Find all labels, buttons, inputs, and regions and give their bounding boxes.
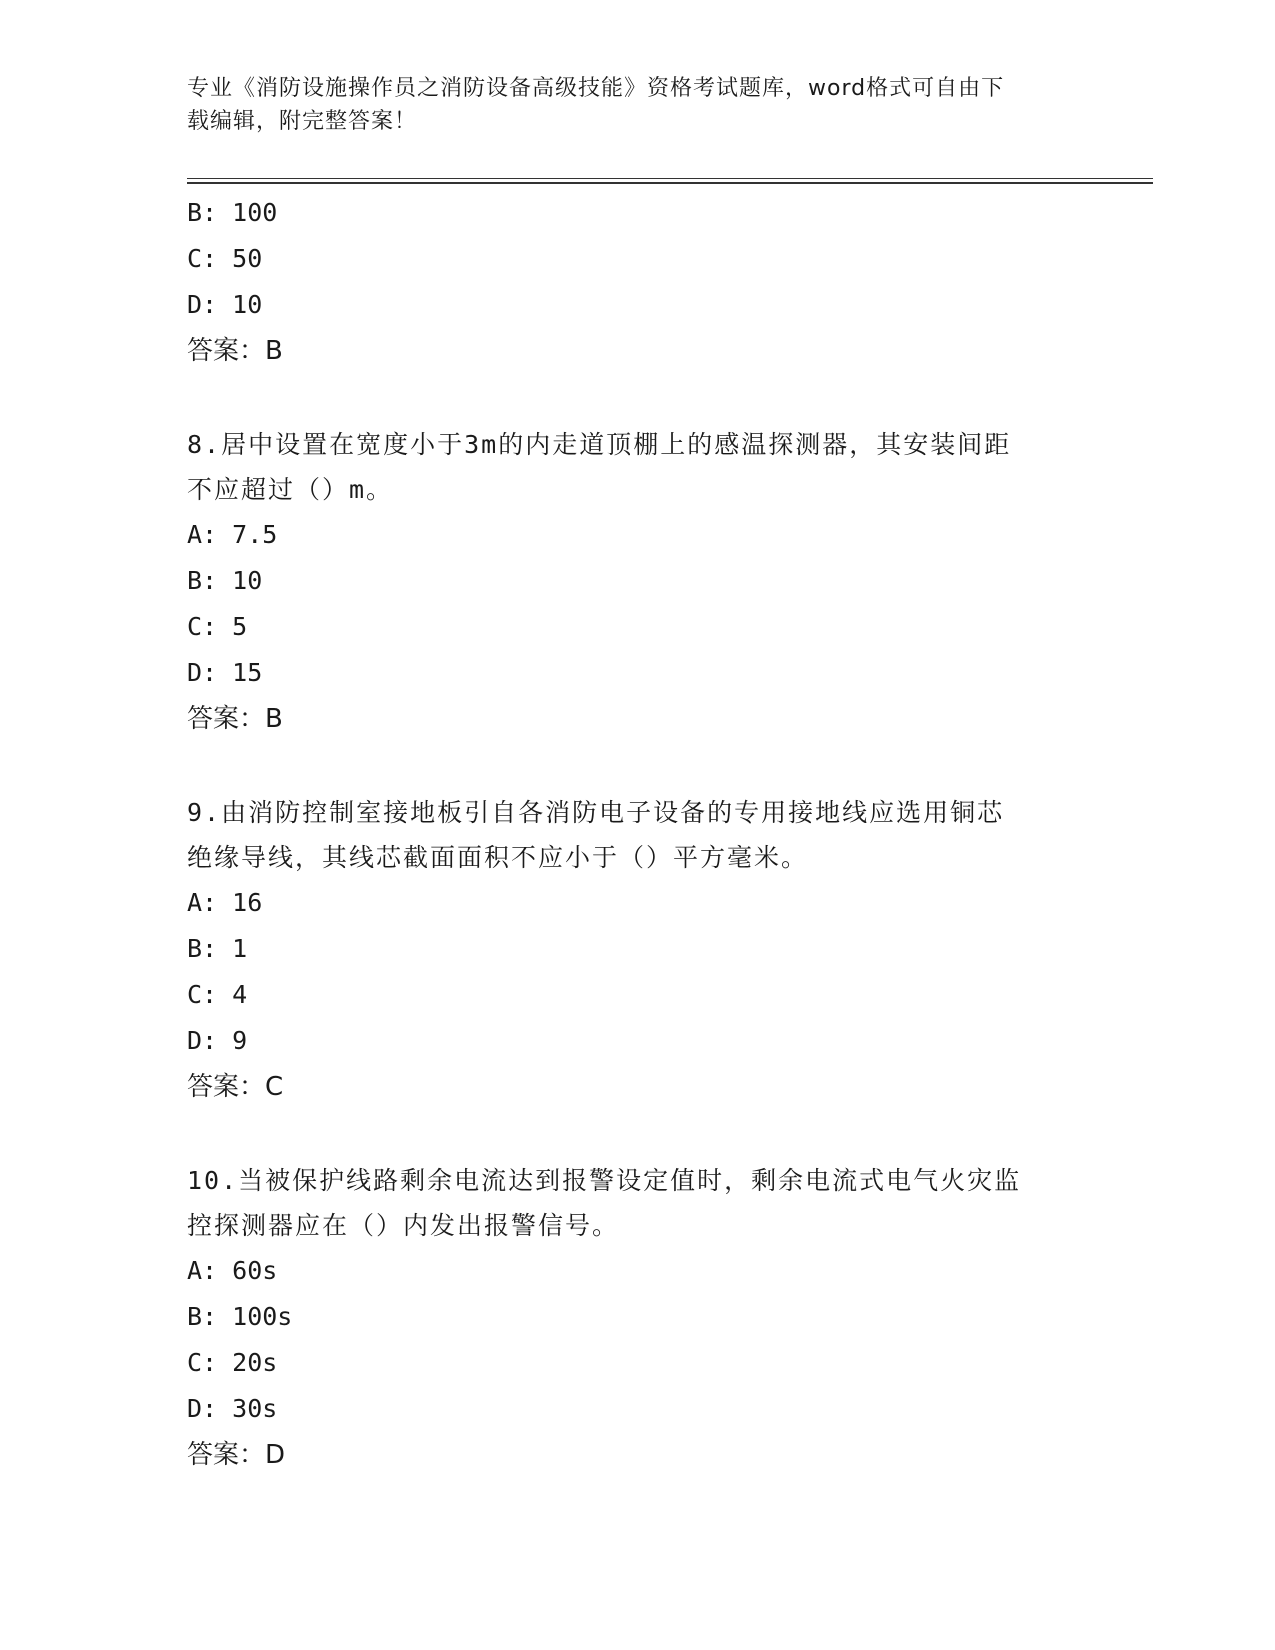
option-c: C: 4	[187, 980, 248, 1009]
option-d: D: 9	[187, 1026, 248, 1055]
question-line: 9.由消防控制室接地板引自各消防电子设备的专用接地线应选用铜芯	[187, 798, 1005, 827]
question-text	[187, 790, 1067, 880]
question-line: 不应超过（）m。	[187, 475, 394, 504]
question-continued	[187, 190, 1087, 374]
option-c: C: 5	[187, 612, 248, 641]
answer: 答案：D	[187, 1440, 286, 1470]
header-line-1: 专业《消防设施操作员之消防设备高级技能》资格考试题库，word格式可自由下	[187, 76, 1005, 101]
option-b: B: 100	[187, 198, 278, 227]
question-list	[187, 190, 1087, 1478]
question-text	[187, 422, 1067, 512]
option-b: B: 10	[187, 566, 263, 595]
option-b: B: 1	[187, 934, 248, 963]
answer: 答案：C	[187, 1072, 284, 1102]
question-10	[187, 1158, 1087, 1478]
header-divider-thick	[187, 182, 1153, 184]
question-text	[187, 1158, 1067, 1248]
header-divider-thin	[187, 178, 1153, 179]
option-d: D: 30s	[187, 1394, 278, 1423]
question-line: 8.居中设置在宽度小于3m的内走道顶棚上的感温探测器，其安装间距	[187, 430, 1012, 459]
answer: 答案：B	[187, 704, 283, 734]
option-d: D: 15	[187, 658, 263, 687]
question-9	[187, 790, 1087, 1110]
option-c: C: 50	[187, 244, 263, 273]
document-header	[187, 72, 1077, 138]
option-a: A: 7.5	[187, 520, 278, 549]
option-d: D: 10	[187, 290, 263, 319]
option-a: A: 16	[187, 888, 263, 917]
answer: 答案：B	[187, 336, 283, 366]
question-8	[187, 422, 1087, 742]
question-line: 控探测器应在（）内发出报警信号。	[187, 1211, 620, 1240]
question-line: 绝缘导线，其线芯截面面积不应小于（）平方毫米。	[187, 843, 809, 872]
option-c: C: 20s	[187, 1348, 278, 1377]
header-line-2: 载编辑，附完整答案！	[187, 109, 418, 134]
option-a: A: 60s	[187, 1256, 278, 1285]
question-line: 10.当被保护线路剩余电流达到报警设定值时，剩余电流式电气火灾监	[187, 1166, 1022, 1195]
option-b: B: 100s	[187, 1302, 293, 1331]
